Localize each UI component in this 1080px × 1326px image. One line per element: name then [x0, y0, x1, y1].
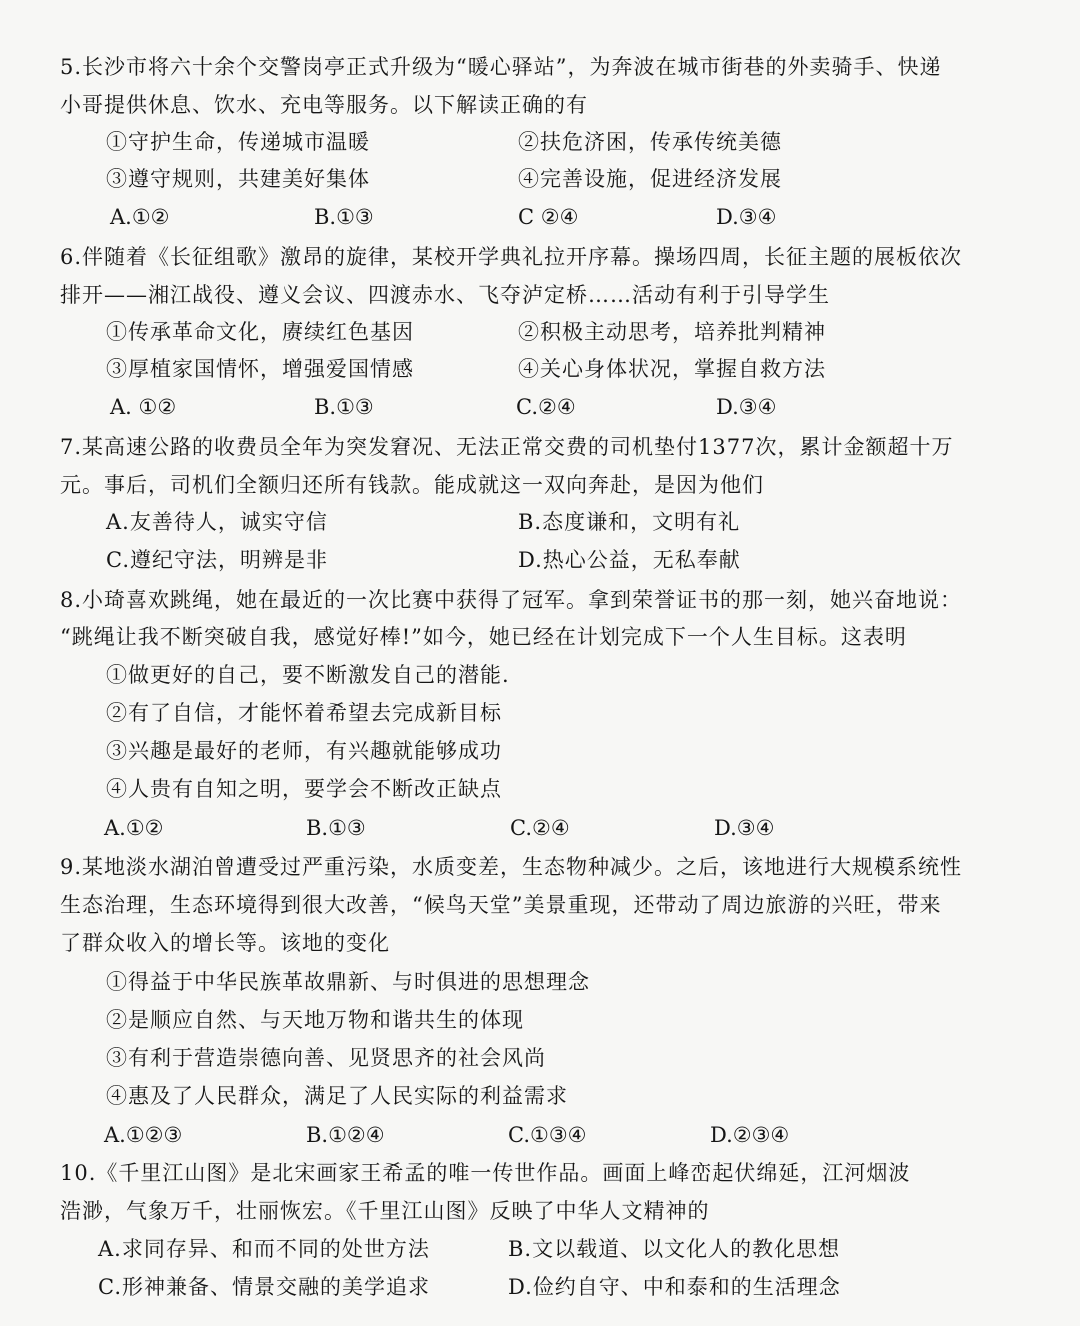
- question-8-statement-4: ④人贵有自知之明，要学会不断改正缺点: [106, 777, 502, 801]
- question-8-choice-b: B.①③: [306, 816, 366, 840]
- question-5-statement-3: ③遵守规则，共建美好集体: [106, 167, 370, 191]
- question-7-option-a: A.友善待人，诚实守信: [106, 510, 328, 534]
- question-9-statement-1: ①得益于中华民族革故鼎新、与时俱进的思想理念: [106, 970, 590, 994]
- question-7-option-d: D.热心公益，无私奉献: [518, 548, 741, 572]
- question-7-option-b: B.态度谦和，文明有礼: [518, 510, 741, 534]
- question-9-stem-line-2: 生态治理，生态环境得到很大改善，“候鸟天堂”美景重现，还带动了周边旅游的兴旺，带来: [60, 893, 942, 917]
- question-6-choice-d: D.③④: [716, 395, 777, 419]
- question-10-stem-line-2: 浩渺，气象万千，壮丽恢宏。《千里江山图》反映了中华人文精神的: [60, 1199, 710, 1223]
- question-8-choice-c: C.②④: [510, 816, 570, 840]
- question-5-choice-c: C ②④: [518, 205, 579, 229]
- question-9-choice-a: A.①②③: [104, 1123, 183, 1147]
- question-6-statement-2: ②积极主动思考，培养批判精神: [518, 320, 826, 344]
- question-6-statement-3: ③厚植家国情怀，增强爱国情感: [106, 357, 414, 381]
- question-9-statement-2: ②是顺应自然、与天地万物和谐共生的体现: [106, 1008, 524, 1032]
- question-9-choice-c: C.①③④: [508, 1123, 587, 1147]
- question-6-choice-b: B.①③: [314, 395, 374, 419]
- question-8-statement-2: ②有了自信，才能怀着希望去完成新目标: [106, 701, 502, 725]
- question-5-statement-1: ①守护生命，传递城市温暖: [106, 130, 370, 154]
- question-8-choice-a: A.①②: [104, 816, 164, 840]
- question-5-choice-a: A.①②: [110, 205, 170, 229]
- question-6-stem-line-1: 6.伴随着《长征组歌》激昂的旋律，某校开学典礼拉开序幕。操场四周，长征主题的展板依次: [60, 245, 963, 269]
- question-10-option-b: B.文以载道、以文化人的教化思想: [508, 1237, 841, 1261]
- question-6-choice-a: A. ①②: [110, 395, 177, 419]
- question-9-statement-4: ④惠及了人民群众，满足了人民实际的利益需求: [106, 1084, 568, 1108]
- question-5-statement-4: ④完善设施，促进经济发展: [518, 167, 782, 191]
- question-8-choice-d: D.③④: [714, 816, 775, 840]
- question-8-stem-line-2: “跳绳让我不断突破自我，感觉好棒!”如今，她已经在计划完成下一个人生目标。这表明: [60, 625, 907, 649]
- question-10-option-d: D.俭约自守、中和泰和的生活理念: [508, 1275, 841, 1299]
- question-9-choice-d: D.②③④: [710, 1123, 790, 1147]
- question-6-choice-c: C.②④: [516, 395, 576, 419]
- question-5-statement-2: ②扶危济困，传承传统美德: [518, 130, 782, 154]
- question-8-stem-line-1: 8.小琦喜欢跳绳，她在最近的一次比赛中获得了冠军。拿到荣誉证书的那一刻，她兴奋地说：: [60, 588, 963, 612]
- question-7-stem-line-2: 元。事后，司机们全额归还所有钱款。能成就这一双向奔赴，是因为他们: [60, 473, 764, 497]
- question-9-choice-b: B.①②④: [306, 1123, 385, 1147]
- question-7-stem-line-1: 7.某高速公路的收费员全年为突发窘况、无法正常交费的司机垫付1377次，累计金额超十万: [60, 435, 954, 459]
- question-5-choice-d: D.③④: [716, 205, 777, 229]
- question-9-stem-line-1: 9.某地淡水湖泊曾遭受过严重污染，水质变差，生态物种减少。之后，该地进行大规模系统性: [60, 855, 963, 879]
- question-9-stem-line-3: 了群众收入的增长等。该地的变化: [60, 931, 390, 955]
- question-9-statement-3: ③有利于营造崇德向善、见贤思齐的社会风尚: [106, 1046, 546, 1070]
- question-8-statement-1: ①做更好的自己，要不断激发自己的潜能.: [106, 663, 510, 687]
- question-5-choice-b: B.①③: [314, 205, 374, 229]
- question-10-option-a: A.求同存异、和而不同的处世方法: [98, 1237, 430, 1261]
- question-5-stem-line-1: 5.长沙市将六十余个交警岗亭正式升级为“暖心驿站”，为奔波在城市街巷的外卖骑手、快递: [60, 55, 942, 79]
- question-6-statement-1: ①传承革命文化，赓续红色基因: [106, 320, 414, 344]
- question-8-statement-3: ③兴趣是最好的老师，有兴趣就能够成功: [106, 739, 502, 763]
- question-10-stem-line-1: 10.《千里江山图》是北宋画家王希孟的唯一传世作品。画面上峰峦起伏绵延，江河烟波: [60, 1161, 911, 1185]
- question-7-option-c: C.遵纪守法，明辨是非: [106, 548, 328, 572]
- question-10-option-c: C.形神兼备、情景交融的美学追求: [98, 1275, 430, 1299]
- question-6-statement-4: ④关心身体状况，掌握自救方法: [518, 357, 826, 381]
- question-6-stem-line-2: 排开——湘江战役、遵义会议、四渡赤水、飞夺泸定桥……活动有利于引导学生: [60, 283, 830, 307]
- question-5-stem-line-2: 小哥提供休息、饮水、充电等服务。以下解读正确的有: [60, 93, 588, 117]
